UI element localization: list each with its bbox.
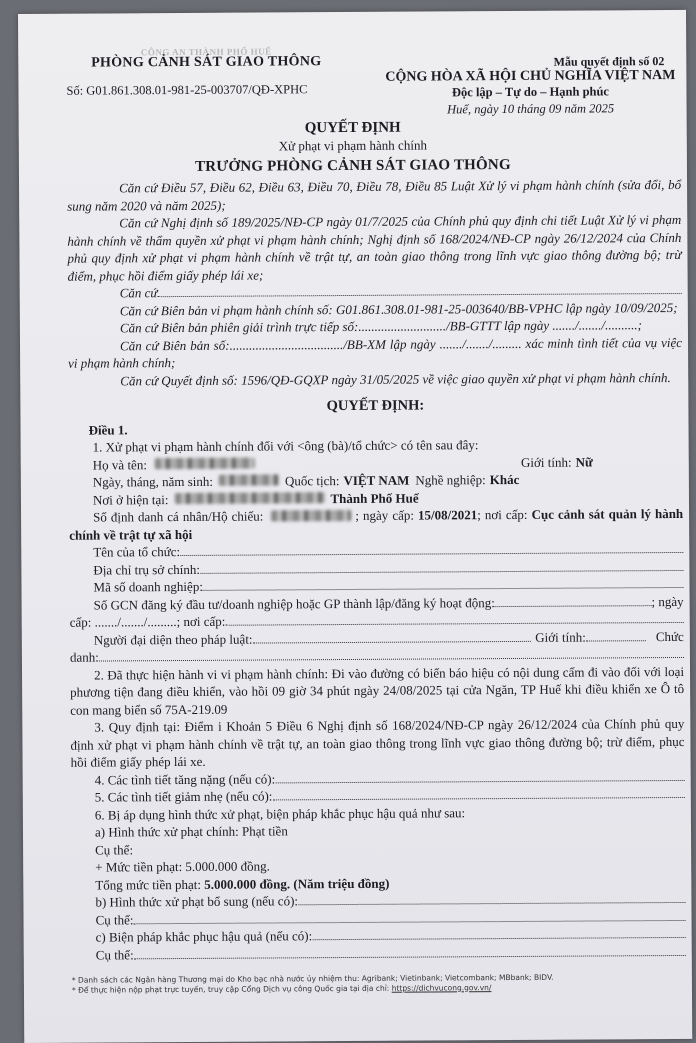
public-service-link[interactable]: https://dichvucong.gov.vn/ xyxy=(391,982,492,993)
nationality-value: VIỆT NAM xyxy=(343,472,410,489)
legal-provision: 3. Quy định tại: Điểm i Khoản 5 Điều 6 Nghị định số 168/2024/NĐ-CP ngày 26/12/2024 của Chính phủ quy định xử phạt vi phạm hành chính về trật tự, an toàn giao thông trong lĩnh vực giao thông đường bộ; trừ điểm, phục hồi điểm giấy phép lái xe. xyxy=(70,715,685,770)
issuing-authority xyxy=(66,46,346,99)
footnote-banks: * Danh sách các Ngân hàng Thương mại do Kho bạc nhà nước ủy nhiệm thu: Agribank; Vietinbank; Vietcombank; MBbank; BIDV. xyxy=(71,972,554,985)
id-issue-date: 15/08/2021 xyxy=(417,507,478,523)
blank-line xyxy=(203,575,684,591)
id-label: Số định danh cá nhân/Hộ chiếu: xyxy=(93,508,264,525)
place-date: Huế, ngày 10 tháng 09 năm 2025 xyxy=(447,101,615,117)
legal-basis-1: Căn cứ Điều 57, Điều 62, Điều 63, Điều 70, Điều 78, Điều 85 Luật Xử lý vi phạm hành chính (sửa đổi, bổ sung năm 2020 và năm 2025); xyxy=(67,176,682,214)
redacted-id xyxy=(271,510,351,521)
blank-line xyxy=(225,610,683,626)
national-motto: Độc lập – Tự do – Hạnh phúc xyxy=(451,84,610,100)
residence-label: Nơi ở hiện tại: xyxy=(92,491,169,508)
org-tax-label: Mã số doanh nghiệp: xyxy=(93,578,203,595)
id-place-label: ; nơi cấp: xyxy=(477,506,528,523)
document-body xyxy=(67,176,686,964)
legal-basis-6: Căn cứ Biên bản số:.................................../BB-XM lập ngày ......./......./......... xác minh tình tiết của vụ việc vi phạm hành chính; xyxy=(68,334,683,371)
gender-label: Giới tính: xyxy=(520,454,572,470)
aggravating-label: 4. Các tình tiết tăng nặng (nếu có): xyxy=(94,770,276,788)
footnote-online-text: * Để thực hiện nộp phạt trực tuyến, truy cập Cổng Dịch vụ công Quốc gia tại địa chỉ: xyxy=(71,983,392,995)
blank-line xyxy=(272,785,684,801)
total-fine-value: 5.000.000 đồng. (Năm triệu đồng) xyxy=(204,875,390,892)
org-name-label: Tên của tổ chức: xyxy=(93,544,181,560)
penalty-intro: 6. Bị áp dụng hình thức xử phạt, biện pháp khắc phục hậu quả như sau: xyxy=(94,804,466,823)
article-1-heading: Điều 1. xyxy=(88,421,128,438)
mitigating-label: 5. Các tình tiết giảm nhẹ (nếu có): xyxy=(94,788,273,805)
legal-basis-7: Căn cứ Quyết định số: 1596/QĐ-GQXP ngày 31/05/2025 về việc giao quyền xử phạt vi phạm hành chính. xyxy=(120,369,671,388)
nationality-label: Quốc tịch: xyxy=(284,473,340,489)
authority-name: PHÒNG CẢNH SÁT GIAO THÔNG xyxy=(91,54,322,71)
decision-heading: QUYẾT ĐỊNH: xyxy=(326,397,425,415)
org-gcn-label: Số GCN đăng ký đầu tư/doanh nghiệp hoặc GP thành lập/đăng ký hoạt động: xyxy=(93,594,495,613)
redacted-dob xyxy=(219,474,279,485)
id-place-value: Cục cảnh sát quản lý hành chính về trật tự xã hội xyxy=(69,505,684,543)
occupation-label: Nghề nghiệp: xyxy=(415,472,486,488)
form-code: Mẫu quyết định số 02 xyxy=(553,54,665,69)
country-name: CỘNG HÒA XÃ HỘI CHỦ NGHĨA VIỆT NAM xyxy=(385,67,676,85)
remedial-measure-label: c) Biện pháp khắc phục hậu quả (nếu có): xyxy=(95,928,313,945)
remedial-measure-detail-row xyxy=(72,942,686,963)
blank-line xyxy=(134,942,686,958)
org-address-label: Địa chỉ trụ sở chính: xyxy=(93,561,200,578)
legal-basis-3-label: Căn cứ xyxy=(119,285,158,301)
blank-line xyxy=(586,628,646,641)
rep-gender-label: Giới tính: xyxy=(535,629,586,645)
fine-amount: + Mức tiền phạt: 5.000.000 đồng. xyxy=(95,858,270,875)
additional-penalty-detail-label: Cụ thể: xyxy=(95,911,134,928)
violator-id-row xyxy=(69,505,683,544)
remedial-measure-detail-label: Cụ thể: xyxy=(95,946,134,963)
authority-parent: CÔNG AN THÀNH PHỐ HUẾ xyxy=(140,46,272,58)
blank-line xyxy=(180,540,683,556)
blank-line xyxy=(298,890,686,905)
violation-description: 2. Đã thực hiện hành vi vi phạm hành chính: Đi vào đường có biển báo hiệu có nội dung cấm đi vào đối với loại phương tiện đang điều khiển, vào hồi 09 giờ 34 phút ngày 24/08/2025 tại cửa Ngăn, TP Huế khi điều khiển xe Ô tô con mang biển số 75A-219.09 xyxy=(70,663,685,718)
occupation-value: Khác xyxy=(489,471,520,488)
org-issue-label: cấp: ......./......./.........; nơi cấp: xyxy=(69,613,226,630)
legal-basis-4: Căn cứ Biên bản vi phạm hành chính số: G01.861.308.01-981-25-003640/BB-VPHC lập ngày 10/09/2025; xyxy=(119,299,678,318)
gender-value: Nữ xyxy=(575,453,593,470)
total-fine-label: Tổng mức tiền phạt: xyxy=(95,876,201,893)
name-label: Họ và tên: xyxy=(92,456,147,473)
blank-line xyxy=(275,767,685,783)
main-penalty-detail-label: Cụ thể: xyxy=(95,841,134,858)
main-penalty: a) Hình thức xử phạt chính: Phạt tiền xyxy=(94,823,288,840)
issuer-title: TRƯỞNG PHÒNG CẢNH SÁT GIAO THÔNG xyxy=(195,156,511,175)
document-title: QUYẾT ĐỊNH xyxy=(304,119,401,137)
document-page xyxy=(18,10,692,1043)
blank-line xyxy=(312,925,685,940)
blank-line xyxy=(495,593,652,607)
footnotes xyxy=(72,972,672,995)
residence-city: Thành Phố Huế xyxy=(330,490,419,506)
blank-line xyxy=(99,645,684,662)
document-subtitle: Xử phạt vi phạm hành chính xyxy=(278,137,427,154)
national-header xyxy=(380,68,680,118)
rep-title-label: Chức xyxy=(655,628,684,644)
id-issue-label: ; ngày cấp: xyxy=(355,507,415,523)
redacted-name xyxy=(155,457,255,469)
blank-line xyxy=(200,557,684,573)
blank-line xyxy=(252,628,531,643)
legal-basis-5: Căn cứ Biên bản phiên giải trình trực tiếp số:.........................../BB-GTTT lập ngày ......./......./..........; xyxy=(119,317,642,336)
blank-line xyxy=(157,281,681,297)
additional-penalty-label: b) Hình thức xử phạt bổ sung (nếu có): xyxy=(95,893,299,910)
article-1-intro: 1. Xử phạt vi phạm hành chính đối với <ông (bà)/tổ chức> có tên sau đây: xyxy=(92,437,479,455)
dob-label: Ngày, tháng, năm sinh: xyxy=(92,473,214,490)
rep-title-label-2: danh: xyxy=(69,649,99,665)
document-number: Số: G01.861.308.01-981-25-003707/QĐ-XPHC xyxy=(66,82,308,98)
org-gcn-tail: ; ngày xyxy=(651,593,684,609)
redacted-address xyxy=(174,492,324,504)
rep-label: Người đại diện theo pháp luật: xyxy=(93,631,253,648)
blank-line xyxy=(133,907,685,923)
legal-basis-2: Căn cứ Nghị định số 189/2025/NĐ-CP ngày 01/7/2025 của Chính phủ quy định chi tiết Luật Xử lý vi phạm hành chính về thẩm quyền xử phạt vi phạm hành chính; Nghị định số 168/2024/NĐ-CP ngày 26/12/2024 của Chính phủ quy định xử phạt vi phạm hành chính về trật tự, an toàn giao thông trong lĩnh vực giao thông đường bộ; trừ điểm, phục hồi điểm giấy phép lái xe; xyxy=(67,211,682,284)
